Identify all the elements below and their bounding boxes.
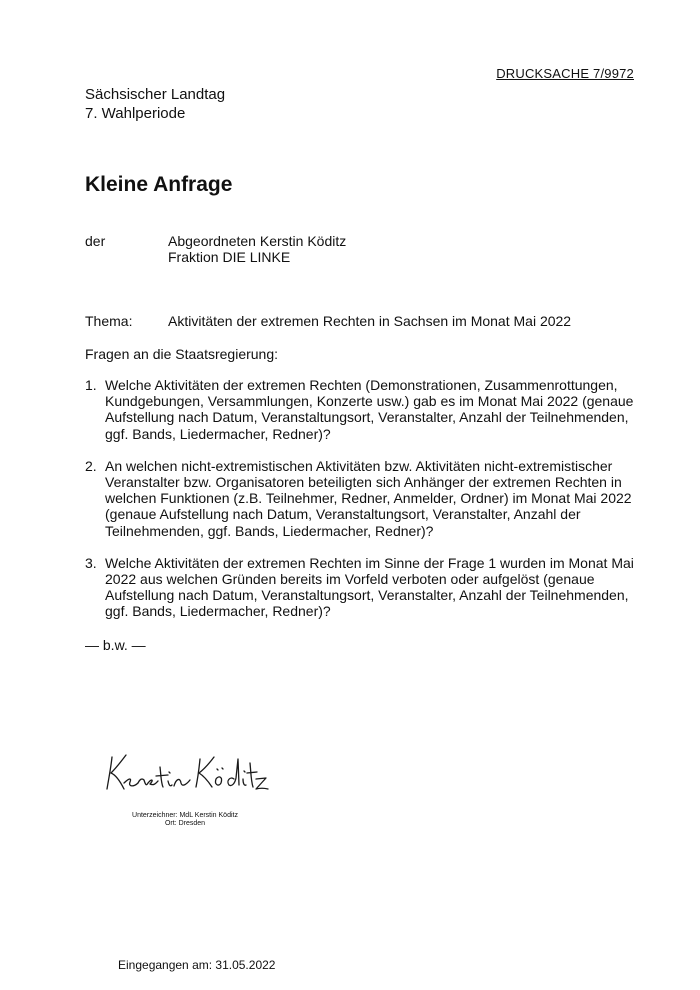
document-title: Kleine Anfrage (85, 173, 233, 196)
signing-place: Ort: Dresden (164, 820, 206, 827)
question-number: 1. (85, 377, 97, 393)
handwritten-signature (100, 745, 270, 801)
continuation-note: — b.w. — (85, 637, 146, 653)
question-text: Welche Aktivitäten der extremen Rechten (Demonstrationen, Zusammenrottungen, Kundgebungen, Versammlungen, Konzerte usw.) gab es im Monat Mai 2022 (genaue Aufstellung nach Datum, Veranstaltungsort, Veranstalter, Anzahl der Teilnehmenden, ggf. Bands, Liedermacher, Redner)? (105, 377, 634, 442)
question-item (85, 458, 645, 539)
author-name: Abgeordneten Kerstin Köditz (168, 233, 347, 249)
topic-text: Aktivitäten der extremen Rechten in Sachsen im Monat Mai 2022 (168, 313, 572, 329)
received-date: Eingegangen am: 31.05.2022 (118, 958, 276, 972)
question-list (85, 377, 645, 636)
signature-caption (110, 812, 260, 828)
author-faction: Fraktion DIE LINKE (168, 249, 291, 265)
question-item (85, 555, 645, 620)
institution-name: Sächsischer Landtag (85, 86, 226, 103)
author-label: der (85, 233, 106, 249)
question-text: An welchen nicht-extremistischen Aktivitäten bzw. Aktivitäten nicht-extremistischer Veranstalter bzw. Organisatoren beteiligten sich Anhänger der extremen Rechten in welchen Funktionen (z.B. Teilnehmer, Redner, Anmelder, Ordner) im Monat Mai 2022 (genaue Aufstellung nach Datum, Veranstaltungsort, Veranstalter, Anzahl der Teilnehmenden, ggf. Bands, Liedermacher, Redner)? (105, 457, 632, 539)
questions-intro: Fragen an die Staatsregierung: (85, 346, 279, 362)
question-item (85, 377, 645, 442)
question-number: 2. (85, 457, 97, 474)
topic-label: Thema: (85, 313, 133, 329)
question-number: 3. (85, 554, 97, 571)
legislative-period: 7. Wahlperiode (85, 105, 186, 122)
signatory-name: Unterzeichner: MdL Kerstin Köditz (132, 812, 238, 819)
question-text: Welche Aktivitäten der extremen Rechten im Sinne der Frage 1 wurden im Monat Mai 2022 aus welchen Gründen bereits im Vorfeld verboten oder aufgelöst (genaue Aufstellung nach Datum, Veranstaltungsort, Veranstalter, Anzahl der Teilnehmenden, ggf. Bands, Liedermacher, Redner)? (105, 554, 634, 620)
document-number: DRUCKSACHE 7/9972 (496, 66, 634, 81)
